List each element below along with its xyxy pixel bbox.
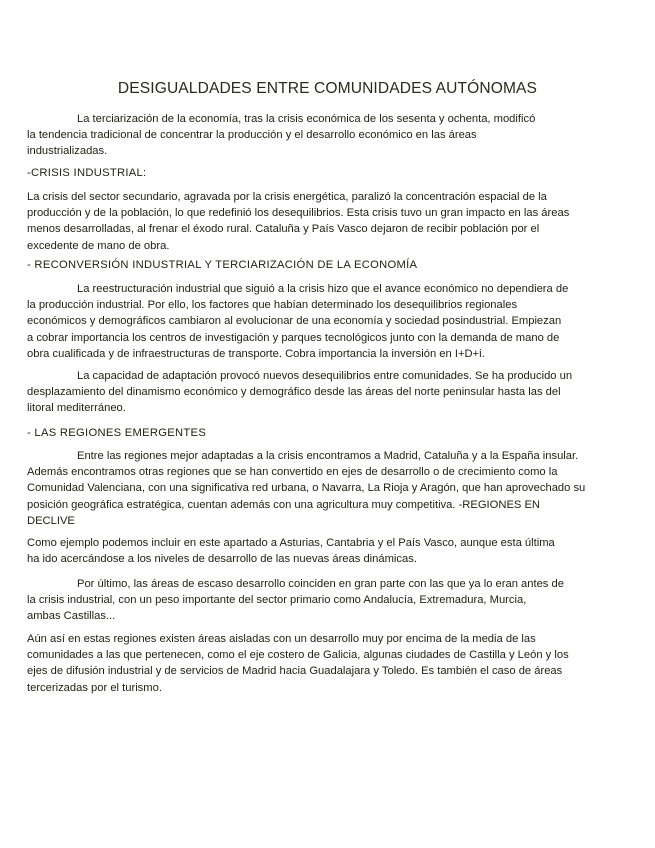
text-line: la crisis industrial, con un peso importante del sector primario como Andalucía, Extremadura, Murcia, [27,594,527,607]
text-line: desplazamiento del dinamismo económico y demográfico desde las áreas del norte peninsular hasta las del [27,386,561,399]
text-line: obra cualificada y de infraestructuras de transporte. Cobra importancia la inversión en I+D+i. [27,347,485,360]
text-line: Entre las regiones mejor adaptadas a la crisis encontramos a Madrid, Cataluña y a la España insular. [77,450,579,462]
text-line: DECLIVE [27,514,75,527]
section-heading-reconversion: - RECONVERSIÓN INDUSTRIAL Y TERCIARIZACIÓN DE LA ECONOMÍA [27,259,418,271]
document-title: DESIGUALDADES ENTRE COMUNIDADES AUTÓNOMAS [117,80,538,97]
section-heading-emergentes: - LAS REGIONES EMERGENTES [27,427,207,439]
text-line: excedente de mano de obra. [27,239,170,252]
text-line: Aún así en estas regiones existen áreas aisladas con un desarrollo muy por encima de la media de las [27,633,536,645]
section-heading-crisis: -CRISIS INDUSTRIAL: [27,167,147,179]
text-line: Como ejemplo podemos incluir en este apartado a Asturias, Cantabria y el País Vasco, aunque esta última [27,537,555,549]
text-line: la tendencia tradicional de concentrar la producción y el desarrollo económico en las áreas [27,129,477,142]
text-line: Además encontramos otras regiones que se han convertido en ejes de desarrollo o de crecimiento como la [27,466,558,479]
paragraph-escaso [27,576,564,625]
text-line: Por último, las áreas de escaso desarrollo coinciden en gran parte con las que ya lo eran antes de [77,578,564,590]
text-line: comunidades a las que pertenecen, como el eje costero de Galicia, algunas ciudades de Castilla y León y los [27,649,569,662]
text-line: producción y de la población, lo que redefinió los desequilibrios. Esta crisis tuvo un gran impacto en las áreas [27,207,570,220]
paragraph-crisis [27,189,569,254]
paragraph-intro [27,111,535,160]
text-line: ambas Castillas... [27,610,116,623]
text-line: La capacidad de adaptación provocó nuevos desequilibrios entre comunidades. Se ha producido un [77,370,573,382]
text-line: menos desarrolladas, al frenar el éxodo rural. Cataluña y País Vasco dejaron de recibir población por el [27,223,540,236]
text-line: a cobrar importancia los centros de investigación y parques tecnológicos junto con la demanda de mano de [27,331,560,344]
text-line: posición geográfica estratégica, cuentan además con una agricultura muy competitiva. -REGIONES EN [27,498,541,511]
text-line: La reestructuración industrial que siguió a la crisis hizo que el avance económico no dependiera de [77,283,569,295]
text-line: litoral mediterráneo. [27,402,126,415]
text-line: La terciarización de la economía, tras la crisis económica de los sesenta y ochenta, modificó [77,113,536,125]
paragraph-adaptacion [27,368,572,417]
text-line: industrializadas. [27,145,108,158]
text-line: ejes de difusión industrial y de servicios de Madrid hacia Guadalajara y Toledo. Es también el caso de áreas [27,665,563,678]
text-line: Comunidad Valenciana, con una significativa red urbana, o Navarra, La Rioja y Aragón, que han aprovechado su [27,482,586,495]
text-line: la producción industrial. Por ello, los factores que habían determinado los desequilibrios regionales [27,299,518,312]
paragraph-declive [27,535,555,567]
text-line: tercerizadas por el turismo. [27,681,162,694]
text-line: económicos y demográficos cambiaron al evolucionar de una economía y sociedad posindustrial. Empiezan [27,315,562,328]
text-line: ha ido acercándose a los niveles de desarrollo de las nuevas áreas dinámicas. [27,553,417,566]
text-line: La crisis del sector secundario, agravada por la crisis energética, paralizó la concentración espacial de la [27,191,547,203]
paragraph-emergentes [27,448,585,529]
paragraph-aisladas [27,631,569,696]
paragraph-reconversion [27,281,568,362]
